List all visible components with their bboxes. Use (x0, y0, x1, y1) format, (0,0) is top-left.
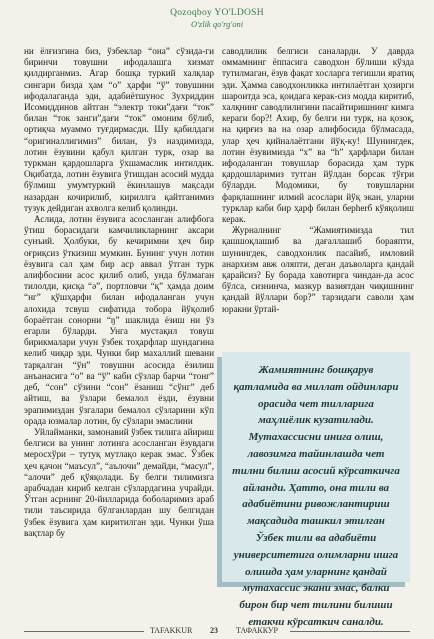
pull-quote-text: Жамиятнинг бошқарув қатламида ва миллат ойдинлари орасида чет тилларига маҳлиёлик кузатилади. Мутахассисни инига олиш, лавозимга тайинлашда чет тилни билиш асосий кўрсаткичга айланди. Ҳатто, она тили ва адабиётини ривожлантириш мақсадида ташкил этилган Ўзбек тили ва адабиёти университетига олимларни ишга олишда ҳам уларнинг қандай мутахассис экани эмас, балки бирон бир чет тилини билиши етакчи кўрсаткич саналди. (232, 364, 400, 628)
footer-journal-latin: TAFAKKUR (150, 626, 193, 635)
left-paragraph-1: ни ёлғизгина биз, ўзбеклар “она” сўзида-ги биринчи товушни ифодалашга хизмат қилдирганмиз. Агар бошқа туркий халқлар сингари биздa ҳам “о” ҳарфи “ў” товушини ифодалаганда эди, адабиётшунос Зухриддин Исомиддинов айтган “электр токи”дағи “ток” билан “ток занги”дағи “ток” омоним бўлиб, ортиқча муаммо туғдирмасди. Шу қабилдаги “оригиналлигимиз” билан, ўз наздимизда, лотин ёзувини қабул қилган турк, озар ва туркман қардошларга ўхшамаслик интилдик. Оқибатда, лотин ёзувига ўтишдан асосий мудда бўлмиш умумтуркий ёкинлашув мақсади назардан кочирилиб, кириллга қайтганимиз тузук дейдиган ахволга келиб қолинди. (24, 46, 214, 213)
left-paragraph-3: Уйлайманки, замонавий ўзбек тилига айириш белгиси ва унинг лотинга асосланган ёзувдаги меросхўри – тутуқ мутлақо керак эмас. Ўзбек ҳеч қачон “маъсул”, “аълочи” демайди, “масул”, “алочи” деб қўяқолади. Бу белги тилимизга арабчадан кириб келган сўзлардагина учрайди. Ўтган асрнинг 20-йилларида боболаримиз араб тили таъсирида бўлганлардан шу белгидан ўзбек ёзувига ҳам киритилган эди. Чунки ўша вақтлар бу (24, 426, 214, 538)
page-header (0, 8, 434, 29)
footer-journal-cyrillic: ТАФАККУР (236, 626, 278, 635)
page-number: 23 (210, 626, 218, 635)
left-text-column (24, 46, 214, 539)
right-text-column (222, 46, 414, 315)
author-name-latin: Qozoqboy YO'LDOSH (170, 8, 264, 18)
article-title-latin: O'zlik qo'rg'oni (190, 19, 244, 29)
pull-quote-box (222, 352, 410, 628)
footer-rule-right (290, 631, 410, 632)
left-paragraph-2: Аслида, лотин ёзувига асосланган алифбога ўтиш борасидаги камчиликларнинг аксари сунъий. Ҳолбуки, бу кечиримни ҳеч бир оғриқсиз ўткизиш мумкин. Бунинг учун лотин ёзувига сал ҳам бир аср аввал ўтган турк алифбосини асос қилиб олиб, унда бўлмаган тилолди, қисқа “ә”, портловчи “қ” ҳамда доим “нг” қўшҳарфи билан ифодаланган учун алохида тсвуш сифатида тоборa йўқолиб бораётган сонорни “ŋ” шаклида ёзиш ни ўз егарли бўларди. Унга мустақил товуш бирикмалари учун ўзбек тоҳарфлар шундагина келиб чиқар эди. Чунки бир махаллий шевани тарқалган “ўн” товушни асосида ёзилиш анъанасига “о” ва “ў” каби сўзлар барчи “тонг” деб, “сон” сўзини “сон” ёзаниш “сўнг” деб айтиш, ва ўзлари бемалол ёзди, ёзувни эрапимиздан ўзгалари бемалол сўзларини кўп орада юзмалар лотин, бу сўзлари эмаслини (24, 214, 214, 426)
footer-rule-left (24, 631, 144, 632)
right-paragraph-2: Журналнинг “Жамиятимизда тил қашшоқлашиб ва дағаллашиб бораяпти, шунингдек, саводхонлик пасайиб, имловий анархизм авж оляпти, деган даъволарга қандай қарайсиз? Бу борада хавотирга чиндан-да асос бўлса, сизнинча, мазкур вазиятдан чиқишнинг қандай йўллари бор?” тарзидаги саволи ҳам юракни ўртай- (222, 225, 414, 314)
page-footer (0, 626, 434, 638)
right-paragraph-1: саводлилик белгиси саналарди. У даврда оммамнинг ёппасига саводхон бўлиши кўзда тутилмаган, ёзув фақат хосларга тегишли яратиқ эди. Ҳамма саводхонликка интилаётган ҳозирги шароитда эса, қоидага керак-сиз модда киритиб, халқнинг саводлилигини пасайтиришнинг кимга кераги бор?! Ахир, бу белги ни турк, на қозоқ, на қирғиз ва на озар алифбосида бўлмасада, улар ҳеч қийналаётгани йўқ-ку! Шунингдек, лотин ёзувимизда “x” ва “h” ҳарфлари билан ифодаланган товушлар борасида ҳам турк қардошларимиз тутган йўлдан борсак тўғри бўларди. Модомики, бу товушларни фарқлашнинг илмий асослари йўқ экан, уларни турклар каби бир ҳарф билан берherб кўяқолиш керак. (222, 46, 414, 225)
